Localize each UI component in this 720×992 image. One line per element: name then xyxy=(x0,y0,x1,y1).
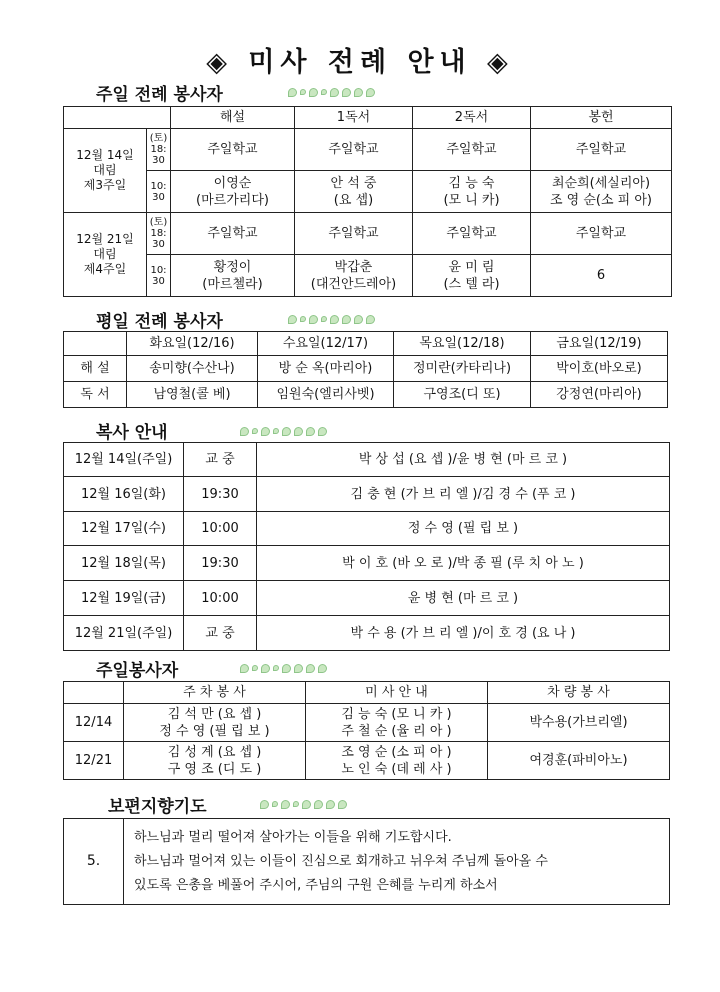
server-cell: 김 능 숙 (모 니 카) xyxy=(413,171,531,213)
altar-date: 12월 14일(주일) xyxy=(64,443,184,477)
page-title: ◈ 미사 전례 안내 ◈ xyxy=(206,47,514,78)
server-cell: 주일학교 xyxy=(413,213,531,255)
server-cell: 안 석 중 (요 셉) xyxy=(295,171,413,213)
server-cell: 이영순 (마르가리다) xyxy=(171,171,295,213)
altar-time: 10:00 xyxy=(184,512,257,546)
mass-time: (토) 18: 30 xyxy=(147,129,171,171)
altar-date: 12월 17일(수) xyxy=(64,512,184,546)
prayer-heading: 보편지향기도 xyxy=(108,797,207,817)
parking-volunteers: 김 석 만 (요 셉 ) 정 수 영 (필 립 보 ) xyxy=(124,704,306,742)
server-cell: 정미란(카타리나) xyxy=(394,356,531,382)
column-header: 금요일(12/19) xyxy=(531,332,668,356)
prayer-line: 하느님과 멀리 떨어져 살아가는 이들을 위해 기도합시다. xyxy=(134,829,452,845)
server-cell: 주일학교 xyxy=(295,129,413,171)
server-cell: 구영조(디 또) xyxy=(394,382,531,408)
server-cell: 6 xyxy=(531,255,672,297)
usher-volunteers: 김 능 숙 (모 니 카 ) 주 철 순 (율 리 아 ) xyxy=(306,704,488,742)
leaf-decoration-icon xyxy=(260,796,347,812)
column-header: 2독서 xyxy=(413,107,531,129)
prayer-line: 있도록 은총을 베풀어 주시어, 주님의 구원 은혜를 누리게 하소서 xyxy=(134,877,498,893)
column-header: 봉헌 xyxy=(531,107,672,129)
corner-cell xyxy=(64,332,127,356)
parking-volunteers: 김 성 계 (요 셉 ) 구 영 조 (디 도 ) xyxy=(124,742,306,780)
column-header: 수요일(12/17) xyxy=(258,332,394,356)
column-header: 목요일(12/18) xyxy=(394,332,531,356)
altar-time: 19:30 xyxy=(184,477,257,512)
server-cell: 송미향(수산나) xyxy=(127,356,258,382)
prayer-table xyxy=(63,818,670,905)
week-label: 12월 21일 대림 제4주일 xyxy=(64,213,147,297)
altar-names: 윤 병 현 (마 르 코 ) xyxy=(257,581,670,616)
server-cell: 윤 미 림 (스 텔 라) xyxy=(413,255,531,297)
prayer-number: 5. xyxy=(64,819,124,905)
server-cell: 방 순 옥(마리아) xyxy=(258,356,394,382)
altar-names: 김 충 현 (가 브 리 엘 )/김 경 수 (푸 코 ) xyxy=(257,477,670,512)
server-cell: 주일학교 xyxy=(295,213,413,255)
sunday-table xyxy=(63,106,672,297)
column-header: 화요일(12/16) xyxy=(127,332,258,356)
volunteer-date: 12/21 xyxy=(64,742,124,780)
server-cell: 최순희(세실리아) 조 영 순(소 피 아) xyxy=(531,171,672,213)
column-header: 1독서 xyxy=(295,107,413,129)
server-cell: 황정이 (마르첼라) xyxy=(171,255,295,297)
vehicle-volunteer: 여경훈(파비아노) xyxy=(488,742,670,780)
altar-time: 교 중 xyxy=(184,443,257,477)
sunday-heading: 주일 전례 봉사자 xyxy=(96,85,223,105)
week-label: 12월 14일 대림 제3주일 xyxy=(64,129,147,213)
row-label: 해 설 xyxy=(64,356,127,382)
mass-time: (토) 18: 30 xyxy=(147,213,171,255)
leaf-decoration-icon xyxy=(288,311,375,327)
prayer-text xyxy=(124,819,670,905)
prayer-line: 하느님과 멀어져 있는 이들이 진심으로 회개하고 뉘우쳐 주님께 돌아올 수 xyxy=(134,853,548,869)
leaf-decoration-icon xyxy=(240,660,327,676)
altar-names: 박 수 용 (가 브 리 엘 )/이 호 경 (요 나 ) xyxy=(257,616,670,651)
volunteer-date: 12/14 xyxy=(64,704,124,742)
weekday-table xyxy=(63,331,668,408)
leaf-decoration-icon xyxy=(240,423,327,439)
altar-names: 박 상 섭 (요 셉 )/윤 병 현 (마 르 코 ) xyxy=(257,443,670,477)
altar-heading: 복사 안내 xyxy=(96,423,168,443)
column-header: 주 차 봉 사 xyxy=(124,682,306,704)
altar-date: 12월 19일(금) xyxy=(64,581,184,616)
column-header: 미 사 안 내 xyxy=(306,682,488,704)
volunteer-table xyxy=(63,681,670,780)
server-cell: 주일학교 xyxy=(531,213,672,255)
volunteer-heading: 주일봉사자 xyxy=(96,661,179,681)
server-cell: 박갑춘 (대건안드레아) xyxy=(295,255,413,297)
leaf-decoration-icon xyxy=(288,84,375,100)
altar-date: 12월 16일(화) xyxy=(64,477,184,512)
server-cell: 주일학교 xyxy=(413,129,531,171)
mass-time: 10: 30 xyxy=(147,171,171,213)
vehicle-volunteer: 박수용(가브리엘) xyxy=(488,704,670,742)
server-cell: 주일학교 xyxy=(531,129,672,171)
altar-time: 19:30 xyxy=(184,546,257,581)
weekday-heading: 평일 전례 봉사자 xyxy=(96,312,223,332)
usher-volunteers: 조 영 순 (소 피 아 ) 노 인 숙 (데 레 사 ) xyxy=(306,742,488,780)
mass-time: 10: 30 xyxy=(147,255,171,297)
altar-time: 교 중 xyxy=(184,616,257,651)
altar-names: 정 수 영 (필 립 보 ) xyxy=(257,512,670,546)
server-cell: 주일학교 xyxy=(171,213,295,255)
row-label: 독 서 xyxy=(64,382,127,408)
server-cell: 임원숙(엘리사벳) xyxy=(258,382,394,408)
corner-cell xyxy=(64,682,124,704)
column-header: 차 량 봉 사 xyxy=(488,682,670,704)
altar-date: 12월 21일(주일) xyxy=(64,616,184,651)
altar-time: 10:00 xyxy=(184,581,257,616)
corner-cell xyxy=(64,107,171,129)
altar-names: 박 이 호 (바 오 로 )/박 종 필 (루 치 아 노 ) xyxy=(257,546,670,581)
server-cell: 강정연(마리아) xyxy=(531,382,668,408)
column-header: 해설 xyxy=(171,107,295,129)
altar-table xyxy=(63,442,670,651)
server-cell: 주일학교 xyxy=(171,129,295,171)
server-cell: 남영철(콜 베) xyxy=(127,382,258,408)
altar-date: 12월 18일(목) xyxy=(64,546,184,581)
server-cell: 박이호(바오로) xyxy=(531,356,668,382)
